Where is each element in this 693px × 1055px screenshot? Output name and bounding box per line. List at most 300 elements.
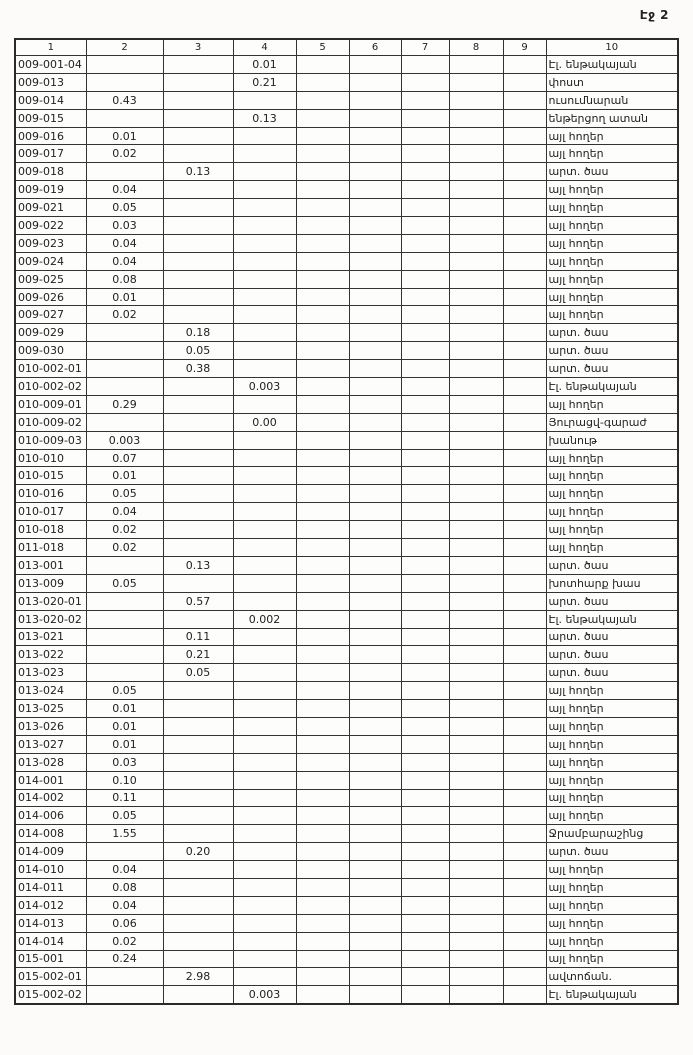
cell-value bbox=[296, 896, 349, 914]
cell-value bbox=[401, 485, 449, 503]
table-row bbox=[15, 789, 678, 807]
cell-value bbox=[296, 556, 349, 574]
cell-code: 009-014 bbox=[15, 91, 86, 109]
cell-value bbox=[349, 503, 401, 521]
cell-value bbox=[163, 539, 233, 557]
table-row bbox=[15, 109, 678, 127]
cell-value bbox=[296, 986, 349, 1004]
cell-value bbox=[163, 700, 233, 718]
cell-value bbox=[163, 306, 233, 324]
cell-value: 0.01 bbox=[86, 127, 163, 145]
cell-value bbox=[449, 539, 503, 557]
cell-value bbox=[449, 521, 503, 539]
cell-value: 0.07 bbox=[86, 449, 163, 467]
cell-value bbox=[233, 467, 296, 485]
cell-landuse: այլ հողեր bbox=[546, 950, 678, 968]
cell-code: 009-023 bbox=[15, 234, 86, 252]
cell-value bbox=[349, 539, 401, 557]
cell-value bbox=[401, 360, 449, 378]
cell-value bbox=[233, 503, 296, 521]
cell-value bbox=[449, 968, 503, 986]
cell-value bbox=[233, 878, 296, 896]
cell-value bbox=[349, 306, 401, 324]
cell-value bbox=[163, 717, 233, 735]
table-row bbox=[15, 413, 678, 431]
cell-value: 0.00 bbox=[233, 413, 296, 431]
cell-value bbox=[296, 91, 349, 109]
table-row bbox=[15, 395, 678, 413]
cell-value bbox=[401, 646, 449, 664]
cell-value bbox=[233, 735, 296, 753]
cell-landuse: այլ հողեր bbox=[546, 306, 678, 324]
cell-landuse: խոտհարք խաս bbox=[546, 574, 678, 592]
cell-value bbox=[233, 449, 296, 467]
cell-value bbox=[503, 485, 546, 503]
cell-value bbox=[86, 342, 163, 360]
table-row bbox=[15, 950, 678, 968]
cell-landuse: այլ հողեր bbox=[546, 717, 678, 735]
page-number: Էջ 2 bbox=[639, 8, 669, 22]
cell-landuse: արտ. ծաս bbox=[546, 163, 678, 181]
cell-value: 0.43 bbox=[86, 91, 163, 109]
cell-value bbox=[349, 574, 401, 592]
cell-code: 014-011 bbox=[15, 878, 86, 896]
cell-value bbox=[503, 127, 546, 145]
cell-value bbox=[401, 914, 449, 932]
cell-value bbox=[401, 896, 449, 914]
cell-value bbox=[233, 360, 296, 378]
cell-value bbox=[233, 395, 296, 413]
cell-value bbox=[163, 789, 233, 807]
cell-value bbox=[233, 789, 296, 807]
cell-landuse: այլ հողեր bbox=[546, 199, 678, 217]
cell-value: 0.01 bbox=[86, 717, 163, 735]
cell-value: 0.20 bbox=[163, 843, 233, 861]
table-row bbox=[15, 646, 678, 664]
cell-value bbox=[163, 682, 233, 700]
cell-value bbox=[401, 181, 449, 199]
cell-value bbox=[296, 449, 349, 467]
cell-landuse: այլ հողեր bbox=[546, 288, 678, 306]
cell-value bbox=[401, 843, 449, 861]
table-row bbox=[15, 503, 678, 521]
cell-value bbox=[349, 968, 401, 986]
cell-value bbox=[296, 735, 349, 753]
cell-value bbox=[449, 628, 503, 646]
cell-value bbox=[503, 181, 546, 199]
cell-value bbox=[233, 700, 296, 718]
cell-value bbox=[503, 270, 546, 288]
cell-value bbox=[401, 306, 449, 324]
cell-value: 0.01 bbox=[233, 56, 296, 74]
cell-landuse: այլ հողեր bbox=[546, 181, 678, 199]
cell-value bbox=[296, 73, 349, 91]
cell-value bbox=[503, 324, 546, 342]
cell-value bbox=[233, 646, 296, 664]
table-row bbox=[15, 324, 678, 342]
cell-value bbox=[449, 306, 503, 324]
cell-value bbox=[86, 843, 163, 861]
cell-value bbox=[449, 73, 503, 91]
cell-value bbox=[503, 413, 546, 431]
cell-value bbox=[349, 181, 401, 199]
cell-value bbox=[401, 968, 449, 986]
cell-value bbox=[349, 825, 401, 843]
cell-value bbox=[401, 556, 449, 574]
cell-value bbox=[401, 217, 449, 235]
cell-landuse: Ջրամբարաշինց bbox=[546, 825, 678, 843]
cell-value bbox=[401, 163, 449, 181]
cell-value bbox=[233, 825, 296, 843]
cell-value bbox=[449, 592, 503, 610]
cell-landuse: արտ. ծաս bbox=[546, 664, 678, 682]
cell-value bbox=[296, 521, 349, 539]
table-row bbox=[15, 735, 678, 753]
cell-value bbox=[163, 252, 233, 270]
cell-value: 0.11 bbox=[163, 628, 233, 646]
header-row bbox=[15, 39, 678, 56]
cell-value bbox=[503, 807, 546, 825]
column-header: 9 bbox=[503, 39, 546, 56]
table-row bbox=[15, 163, 678, 181]
cell-value: 0.04 bbox=[86, 503, 163, 521]
cell-value bbox=[449, 199, 503, 217]
cell-value bbox=[449, 145, 503, 163]
cell-landuse: այլ հողեր bbox=[546, 234, 678, 252]
cell-value: 0.29 bbox=[86, 395, 163, 413]
cell-value bbox=[503, 163, 546, 181]
table-row bbox=[15, 306, 678, 324]
cell-value bbox=[401, 628, 449, 646]
cell-value bbox=[449, 163, 503, 181]
cell-value bbox=[449, 556, 503, 574]
cell-value bbox=[349, 467, 401, 485]
cell-value bbox=[503, 628, 546, 646]
cell-value bbox=[296, 199, 349, 217]
cell-value bbox=[233, 682, 296, 700]
cell-value bbox=[233, 914, 296, 932]
cell-code: 009-024 bbox=[15, 252, 86, 270]
cell-value bbox=[449, 735, 503, 753]
cell-value bbox=[449, 682, 503, 700]
cell-value bbox=[349, 914, 401, 932]
cell-value bbox=[449, 270, 503, 288]
table-row bbox=[15, 288, 678, 306]
cell-value bbox=[86, 413, 163, 431]
cell-value bbox=[449, 932, 503, 950]
cell-landuse: ենթերցող ատան bbox=[546, 109, 678, 127]
cell-code: 010-017 bbox=[15, 503, 86, 521]
cell-value: 0.02 bbox=[86, 521, 163, 539]
cell-value bbox=[503, 378, 546, 396]
cell-value bbox=[163, 807, 233, 825]
table-row bbox=[15, 485, 678, 503]
cell-code: 009-030 bbox=[15, 342, 86, 360]
cell-value bbox=[163, 878, 233, 896]
cell-value bbox=[449, 664, 503, 682]
cell-value bbox=[233, 556, 296, 574]
cell-value bbox=[449, 485, 503, 503]
cell-value bbox=[163, 896, 233, 914]
table-row bbox=[15, 896, 678, 914]
cell-value bbox=[401, 700, 449, 718]
cell-value: 0.06 bbox=[86, 914, 163, 932]
column-header: 6 bbox=[349, 39, 401, 56]
cell-value bbox=[401, 986, 449, 1004]
cell-landuse: փոստ bbox=[546, 73, 678, 91]
cell-value bbox=[233, 753, 296, 771]
cell-value bbox=[401, 234, 449, 252]
cell-value bbox=[349, 932, 401, 950]
cell-value bbox=[163, 735, 233, 753]
cell-code: 009-018 bbox=[15, 163, 86, 181]
table-row bbox=[15, 753, 678, 771]
cell-value bbox=[163, 56, 233, 74]
cell-value bbox=[503, 878, 546, 896]
cell-value bbox=[163, 145, 233, 163]
cell-value bbox=[349, 342, 401, 360]
cell-value bbox=[233, 771, 296, 789]
cell-value bbox=[401, 199, 449, 217]
cell-value: 0.01 bbox=[86, 700, 163, 718]
cell-value bbox=[449, 717, 503, 735]
cell-code: 014-010 bbox=[15, 861, 86, 879]
table-row bbox=[15, 843, 678, 861]
cell-value: 0.003 bbox=[233, 378, 296, 396]
cell-landuse: արտ. ծաս bbox=[546, 592, 678, 610]
table-row bbox=[15, 539, 678, 557]
cell-value bbox=[449, 181, 503, 199]
table-row bbox=[15, 145, 678, 163]
cell-code: 014-002 bbox=[15, 789, 86, 807]
cell-value: 0.13 bbox=[233, 109, 296, 127]
cell-value bbox=[449, 217, 503, 235]
cell-value: 0.18 bbox=[163, 324, 233, 342]
cell-value bbox=[296, 717, 349, 735]
cell-value bbox=[503, 217, 546, 235]
cell-value bbox=[503, 521, 546, 539]
cell-landuse: Յուրացվ-գարաժ bbox=[546, 413, 678, 431]
cell-value bbox=[401, 789, 449, 807]
cell-landuse: խանութ bbox=[546, 431, 678, 449]
cell-value bbox=[401, 610, 449, 628]
cell-value bbox=[503, 592, 546, 610]
cell-value bbox=[401, 73, 449, 91]
cell-value bbox=[86, 360, 163, 378]
cell-value bbox=[233, 485, 296, 503]
cell-value: 0.13 bbox=[163, 163, 233, 181]
cell-value bbox=[296, 771, 349, 789]
cell-value: 0.003 bbox=[86, 431, 163, 449]
cell-code: 009-019 bbox=[15, 181, 86, 199]
cell-landuse: արտ. ծաս bbox=[546, 360, 678, 378]
cell-value bbox=[401, 771, 449, 789]
cell-code: 013-025 bbox=[15, 700, 86, 718]
cell-value bbox=[401, 503, 449, 521]
table-row bbox=[15, 771, 678, 789]
column-header: 3 bbox=[163, 39, 233, 56]
cell-value bbox=[86, 646, 163, 664]
cell-value bbox=[449, 56, 503, 74]
cell-landuse: այլ հողեր bbox=[546, 878, 678, 896]
cell-value bbox=[296, 252, 349, 270]
cell-value bbox=[349, 56, 401, 74]
cell-value bbox=[163, 413, 233, 431]
cell-value bbox=[163, 914, 233, 932]
cell-value bbox=[233, 574, 296, 592]
cell-value bbox=[503, 467, 546, 485]
cell-value bbox=[449, 288, 503, 306]
cell-code: 013-020-02 bbox=[15, 610, 86, 628]
cell-value bbox=[449, 467, 503, 485]
cell-value bbox=[349, 700, 401, 718]
cell-landuse: այլ հողեր bbox=[546, 682, 678, 700]
cell-landuse: այլ հողեր bbox=[546, 217, 678, 235]
cell-value bbox=[296, 395, 349, 413]
cell-value bbox=[296, 127, 349, 145]
table-row bbox=[15, 199, 678, 217]
cell-value bbox=[296, 145, 349, 163]
cell-value: 0.38 bbox=[163, 360, 233, 378]
cell-value bbox=[296, 861, 349, 879]
cell-value bbox=[349, 145, 401, 163]
cell-value: 0.05 bbox=[86, 807, 163, 825]
table-row bbox=[15, 914, 678, 932]
cell-value bbox=[86, 73, 163, 91]
cell-value bbox=[449, 413, 503, 431]
cell-value: 0.04 bbox=[86, 861, 163, 879]
cell-value bbox=[296, 646, 349, 664]
cell-value bbox=[449, 825, 503, 843]
cell-landuse: այլ հողեր bbox=[546, 807, 678, 825]
cell-value bbox=[233, 896, 296, 914]
table-row bbox=[15, 449, 678, 467]
cell-value: 0.24 bbox=[86, 950, 163, 968]
cell-value bbox=[163, 395, 233, 413]
cell-code: 015-002-02 bbox=[15, 986, 86, 1004]
cell-code: 009-025 bbox=[15, 270, 86, 288]
cell-value bbox=[296, 789, 349, 807]
cell-landuse: ուսումնարան bbox=[546, 91, 678, 109]
cell-value bbox=[233, 163, 296, 181]
cell-value bbox=[233, 843, 296, 861]
cell-value bbox=[349, 843, 401, 861]
cell-value: 0.02 bbox=[86, 932, 163, 950]
cell-value bbox=[401, 753, 449, 771]
cell-value bbox=[296, 968, 349, 986]
cell-landuse: այլ հողեր bbox=[546, 395, 678, 413]
cell-code: 010-015 bbox=[15, 467, 86, 485]
cell-value bbox=[296, 753, 349, 771]
cell-value bbox=[449, 896, 503, 914]
cell-landuse: արտ. ծաս bbox=[546, 843, 678, 861]
table-row bbox=[15, 986, 678, 1004]
cell-value bbox=[296, 628, 349, 646]
cell-value bbox=[86, 968, 163, 986]
cell-value bbox=[163, 485, 233, 503]
cell-value bbox=[503, 539, 546, 557]
cell-value bbox=[503, 234, 546, 252]
cell-value bbox=[296, 950, 349, 968]
cell-code: 014-014 bbox=[15, 932, 86, 950]
cell-value bbox=[401, 574, 449, 592]
cell-value: 0.10 bbox=[86, 771, 163, 789]
cell-value bbox=[349, 413, 401, 431]
cell-landuse: Էլ. ենթակայան bbox=[546, 378, 678, 396]
cell-value bbox=[233, 145, 296, 163]
table-row bbox=[15, 360, 678, 378]
cell-code: 013-009 bbox=[15, 574, 86, 592]
cell-landuse: այլ հողեր bbox=[546, 539, 678, 557]
cell-value bbox=[503, 145, 546, 163]
cell-value bbox=[401, 431, 449, 449]
cell-value bbox=[233, 628, 296, 646]
cell-value bbox=[296, 467, 349, 485]
cell-code: 013-024 bbox=[15, 682, 86, 700]
cell-value bbox=[503, 646, 546, 664]
cell-value: 0.05 bbox=[86, 682, 163, 700]
cell-value bbox=[449, 789, 503, 807]
cell-value bbox=[163, 753, 233, 771]
cell-value: 0.01 bbox=[86, 288, 163, 306]
cell-value bbox=[503, 950, 546, 968]
cell-value bbox=[401, 127, 449, 145]
cell-value bbox=[503, 896, 546, 914]
table-row bbox=[15, 592, 678, 610]
cell-code: 014-008 bbox=[15, 825, 86, 843]
column-header: 10 bbox=[546, 39, 678, 56]
table-row bbox=[15, 825, 678, 843]
cell-value bbox=[449, 861, 503, 879]
cell-code: 009-026 bbox=[15, 288, 86, 306]
table-row bbox=[15, 431, 678, 449]
cell-value bbox=[503, 91, 546, 109]
cell-value bbox=[163, 73, 233, 91]
cell-code: 010-018 bbox=[15, 521, 86, 539]
cell-value bbox=[86, 986, 163, 1004]
cell-value bbox=[296, 592, 349, 610]
cell-value bbox=[349, 878, 401, 896]
cell-value bbox=[503, 735, 546, 753]
cell-value bbox=[503, 556, 546, 574]
cell-code: 009-015 bbox=[15, 109, 86, 127]
cell-value bbox=[449, 843, 503, 861]
cell-value bbox=[86, 163, 163, 181]
cell-landuse: այլ հողեր bbox=[546, 896, 678, 914]
cell-value bbox=[296, 932, 349, 950]
cell-landuse: Էլ. ենթակայան bbox=[546, 986, 678, 1004]
cell-value: 0.08 bbox=[86, 270, 163, 288]
cell-landuse: այլ հողեր bbox=[546, 485, 678, 503]
cell-value bbox=[449, 878, 503, 896]
cell-value bbox=[163, 431, 233, 449]
cell-value bbox=[296, 539, 349, 557]
cell-value bbox=[86, 664, 163, 682]
cell-value bbox=[503, 932, 546, 950]
cell-value bbox=[349, 73, 401, 91]
cell-value bbox=[296, 306, 349, 324]
cell-landuse: արտ. ծաս bbox=[546, 556, 678, 574]
cell-value bbox=[503, 199, 546, 217]
cell-value bbox=[349, 896, 401, 914]
cell-value bbox=[349, 753, 401, 771]
cell-value: 0.05 bbox=[86, 574, 163, 592]
table-row bbox=[15, 73, 678, 91]
cell-value bbox=[349, 127, 401, 145]
cell-value bbox=[86, 109, 163, 127]
cell-value bbox=[349, 252, 401, 270]
cell-value bbox=[233, 968, 296, 986]
